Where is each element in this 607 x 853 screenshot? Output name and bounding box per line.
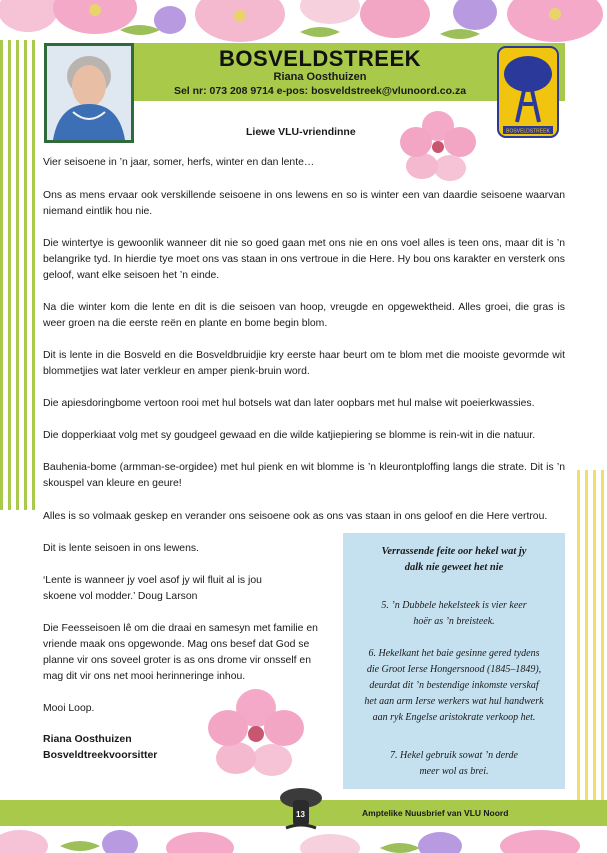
newsletter-title: BOSVELDSTREEK: [218, 46, 422, 71]
paragraph-8: Bauhenia-bome (armman-se-orgidee) met hul pienk en wit blomme is ’n kleurontploffing langs die strate. Dit is ’n skouspel van kleure en geure!: [43, 462, 565, 489]
fact-line: 6. Hekelkant het baie gesinne gered tydens: [368, 648, 540, 659]
fact-line: hoër as ’n breisteek.: [413, 616, 495, 627]
author-photo: [44, 43, 134, 143]
facts-box-title: [343, 544, 565, 576]
paragraph-2: Ons as mens ervaar ook verskillende seisoene in ons lewens en so is winter een van daardie seisoene waarvan niemand eintlik hou nie.: [43, 190, 565, 217]
fact-line: meer wol as brei.: [419, 766, 489, 777]
paragraph-4: Na die winter kom die lente en dit is die seisoen van hoop, vreugde en opgewektheid. Alles groei, die gras is weer groen na die eerste reën en plante en bome begin blom.: [43, 302, 565, 329]
fact-line: deurdat dit ’n bestendige inkomste verskaf: [369, 680, 539, 691]
greeting: Liewe VLU-vriendinne: [246, 126, 356, 138]
paragraph-10: Dit is lente seisoen in ons lewens.: [43, 543, 199, 554]
footer-text: Amptelike Nuusbrief van VLU Noord: [362, 808, 509, 818]
paragraph-7: Die dopperkiaat volg met sy goudgeel gewaad en die wilde katjiepiering se blomme is rein-wit in die natuur.: [43, 430, 536, 441]
paragraph-3: Die wintertye is gewoonlik wanneer dit nie so goed gaan met ons nie en ons voel alles is teen ons, maar dit is ’n belangrike tyd. In hierdie tye moet ons vas staan in ons vertroue in die Here. Hy bou ons karakter en versterk ons geloof, want elke seisoen het ’n einde.: [43, 238, 565, 281]
flower-border-top: [0, 0, 607, 44]
contact-line: Sel nr: 073 208 9714 e-pos: bosveldstreek@vlunoord.co.za: [173, 85, 467, 97]
decorative-stripes-right: [577, 470, 607, 800]
paragraph-1: Vier seisoene in ’n jaar, somer, herfs, winter en dan lente…: [43, 157, 315, 168]
paragraph-13: Mooi Loop.: [43, 703, 95, 714]
paragraph-6: Die apiesdoringbome vertoon rooi met hul botsels wat dan later oopbars met hul malse wit poeierkwassies.: [43, 398, 535, 409]
fact-line: 7. Hekel gebruik sowat ’n derde: [390, 750, 518, 761]
page-number: 13: [296, 810, 305, 819]
logo-text: BOSVELDSTREEK: [506, 128, 550, 135]
paragraph-12: Die Feesseisoen lê om die draai en samesyn met familie en vriende maak ons opgewonde. Mag ons besef dat God se planne vir ons soveel groter is as ons drome vir onsself en mag dit vir ons net mooi herinneringe inhou.: [43, 623, 318, 682]
fact-line: aan ryk Engelse aristokrate verkoop het.: [372, 712, 536, 723]
facts-title-line: dalk nie geweet het nie: [404, 562, 504, 573]
paragraph-9: Alles is so volmaak geskep en verander ons seisoene ook as ons vas staan in ons geloof en die Here vertrou.: [43, 511, 548, 522]
bosveldstreek-logo: [497, 46, 559, 138]
paragraph-5: Dit is lente in die Bosveld en die Bosveldbruidjie kry eerste haar beurt om te blom met die mooiste gevormde wit blommetjies wat later verkleur en amper pienk-bruin word.: [43, 350, 565, 377]
paragraph-11: ‘Lente is wanneer jy voel asof jy wil fluit al is jou skoene vol modder.’ Doug Larson: [43, 575, 262, 602]
author-name: Riana Oosthuizen: [273, 71, 367, 83]
fact-line: 5. ’n Dubbele hekelsteek is vier keer: [381, 600, 527, 611]
facts-title-line: Verrassende feite oor hekel wat jy: [381, 546, 527, 557]
fact-6: [350, 646, 558, 726]
signature-role: Bosveldtreekvoorsitter: [43, 749, 158, 761]
fact-line: die Groot Ierse Hongersnood (1845–1849),: [366, 664, 542, 675]
pink-flower-decoration: [400, 110, 476, 182]
fact-line: het aan arm Ierse werkers wat hul handwerk: [364, 696, 544, 707]
pink-flower-decoration-bottom: [208, 688, 304, 778]
signature-name: Riana Oosthuizen: [43, 733, 132, 745]
fact-5: [350, 598, 558, 630]
flower-border-bottom: [0, 826, 607, 853]
fact-7: [350, 748, 558, 780]
decorative-stripes-left: [0, 40, 36, 510]
